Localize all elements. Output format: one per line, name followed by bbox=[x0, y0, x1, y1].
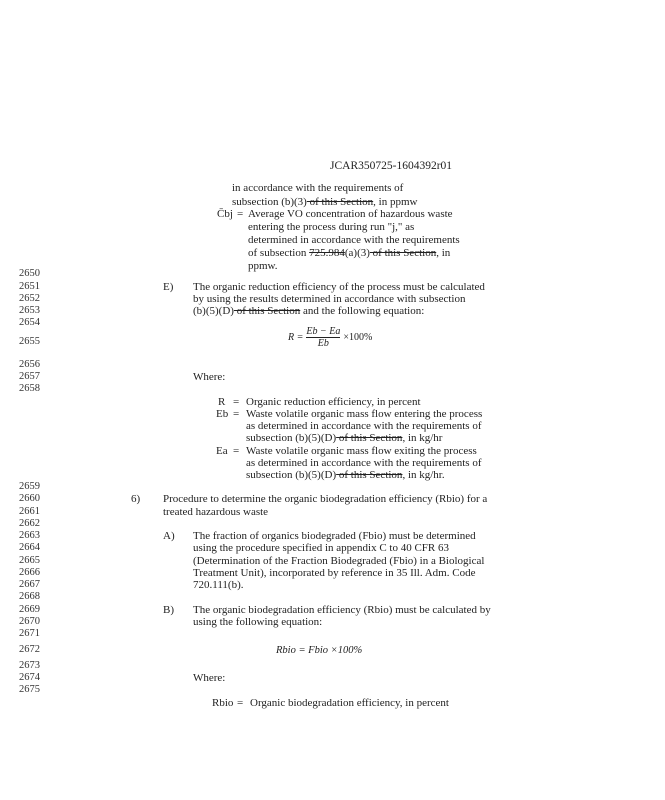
section-a-line-2: using the procedure specified in appendix C to 40 CFR 63 bbox=[193, 542, 450, 554]
section-e-label: E) bbox=[163, 281, 174, 293]
r-equals: = bbox=[233, 396, 240, 408]
section-b-line-1: The organic biodegradation efficiency (Rbio) must be calculated by bbox=[193, 604, 491, 616]
line-number: 2653 bbox=[19, 305, 40, 316]
line-number: 2665 bbox=[19, 555, 40, 566]
line-number: 2652 bbox=[19, 293, 40, 304]
ea-def-1: Waste volatile organic mass flow exiting the process bbox=[246, 445, 477, 457]
line-number: 2671 bbox=[19, 628, 40, 639]
section-e-line-1: The organic reduction efficiency of the process must be calculated bbox=[193, 281, 485, 293]
eb-equals: = bbox=[233, 408, 240, 420]
cbj-def-2: entering the process during run "j," as bbox=[248, 221, 415, 233]
line-number: 2657 bbox=[19, 371, 40, 382]
eb-def-1: Waste volatile organic mass flow entering the process bbox=[246, 408, 483, 420]
line-number: 2672 bbox=[19, 644, 40, 655]
line-number: 2660 bbox=[19, 493, 40, 504]
section-e-line-2: by using the results determined in accordance with subsection bbox=[193, 293, 466, 305]
ea-def-2: as determined in accordance with the requirements of bbox=[246, 457, 482, 469]
cbj-equals: = bbox=[237, 208, 244, 220]
cbj-symbol: C̄bj bbox=[217, 208, 233, 220]
line-number: 2674 bbox=[19, 672, 40, 683]
line-number: 2650 bbox=[19, 268, 40, 279]
ea-equals: = bbox=[233, 445, 240, 457]
line-number: 2651 bbox=[19, 281, 40, 292]
eb-def-3: subsection (b)(5)(D) of this Section, in kg/hr bbox=[246, 432, 443, 444]
section-a-line-3: (Determination of the Fraction Biodegraded (Fbio) in a Biological bbox=[193, 555, 485, 567]
line-number: 2658 bbox=[19, 383, 40, 394]
line-number: 2666 bbox=[19, 567, 40, 578]
line-number: 2656 bbox=[19, 359, 40, 370]
section-e-where: Where: bbox=[193, 371, 226, 383]
section-e-line-3: (b)(5)(D) of this Section and the following equation: bbox=[193, 305, 425, 317]
equation-tail: ×100% bbox=[343, 332, 373, 343]
line-number: 2670 bbox=[19, 616, 40, 627]
ea-symbol: Ea bbox=[216, 445, 228, 457]
section-a-label: A) bbox=[163, 530, 175, 542]
section-b-label: B) bbox=[163, 604, 174, 616]
section-b-line-2: using the following equation: bbox=[193, 616, 323, 628]
line-number: 2668 bbox=[19, 591, 40, 602]
rbio-symbol: Rbio bbox=[212, 697, 234, 709]
line-number: 2654 bbox=[19, 317, 40, 328]
equation-denominator: Eb bbox=[317, 338, 329, 349]
line-number: 2661 bbox=[19, 506, 40, 517]
reduction-efficiency-equation bbox=[288, 326, 372, 349]
top-line-1: in accordance with the requirements of bbox=[232, 182, 404, 194]
equation-lhs: R = bbox=[288, 332, 304, 343]
ea-def-3: subsection (b)(5)(D) of this Section, in kg/hr. bbox=[246, 469, 445, 481]
line-number: 2655 bbox=[19, 336, 40, 347]
line-number: 2669 bbox=[19, 604, 40, 615]
r-definition: Organic reduction efficiency, in percent bbox=[246, 396, 421, 408]
equation-fraction bbox=[306, 326, 340, 349]
section-6-line-1: Procedure to determine the organic biodegradation efficiency (Rbio) for a bbox=[163, 493, 488, 505]
document-id-header: JCAR350725-1604392r01 bbox=[330, 160, 453, 172]
line-number: 2664 bbox=[19, 542, 40, 553]
line-number: 2673 bbox=[19, 660, 40, 671]
eb-def-2: as determined in accordance with the requirements of bbox=[246, 420, 482, 432]
cbj-def-5: ppmw. bbox=[248, 260, 278, 272]
section-a-line-5: 720.111(b). bbox=[193, 579, 244, 591]
eb-symbol: Eb bbox=[216, 408, 229, 420]
equation-numerator: Eb − Ea bbox=[306, 326, 341, 337]
section-b-where: Where: bbox=[193, 672, 226, 684]
section-6-line-2: treated hazardous waste bbox=[163, 506, 269, 518]
cbj-def-1: Average VO concentration of hazardous waste bbox=[248, 208, 453, 220]
rbio-definition: Organic biodegradation efficiency, in percent bbox=[250, 697, 449, 709]
section-6-label: 6) bbox=[131, 493, 141, 505]
line-number: 2675 bbox=[19, 684, 40, 695]
line-number: 2662 bbox=[19, 518, 40, 529]
r-symbol: R bbox=[218, 396, 226, 408]
rbio-equals: = bbox=[237, 697, 244, 709]
line-number: 2667 bbox=[19, 579, 40, 590]
cbj-def-4: of subsection 725.984(a)(3) of this Section, in bbox=[248, 247, 451, 259]
cbj-def-3: determined in accordance with the requirements bbox=[248, 234, 460, 246]
top-line-2: subsection (b)(3) of this Section, in ppmw bbox=[232, 196, 418, 208]
line-number: 2663 bbox=[19, 530, 40, 541]
section-a-line-4: Treatment Unit), incorporated by reference in 35 Ill. Adm. Code bbox=[193, 567, 476, 579]
section-a-line-1: The fraction of organics biodegraded (Fbio) must be determined bbox=[193, 530, 476, 542]
line-number: 2659 bbox=[19, 481, 40, 492]
biodegradation-equation: Rbio = Fbio ×100% bbox=[276, 645, 363, 656]
